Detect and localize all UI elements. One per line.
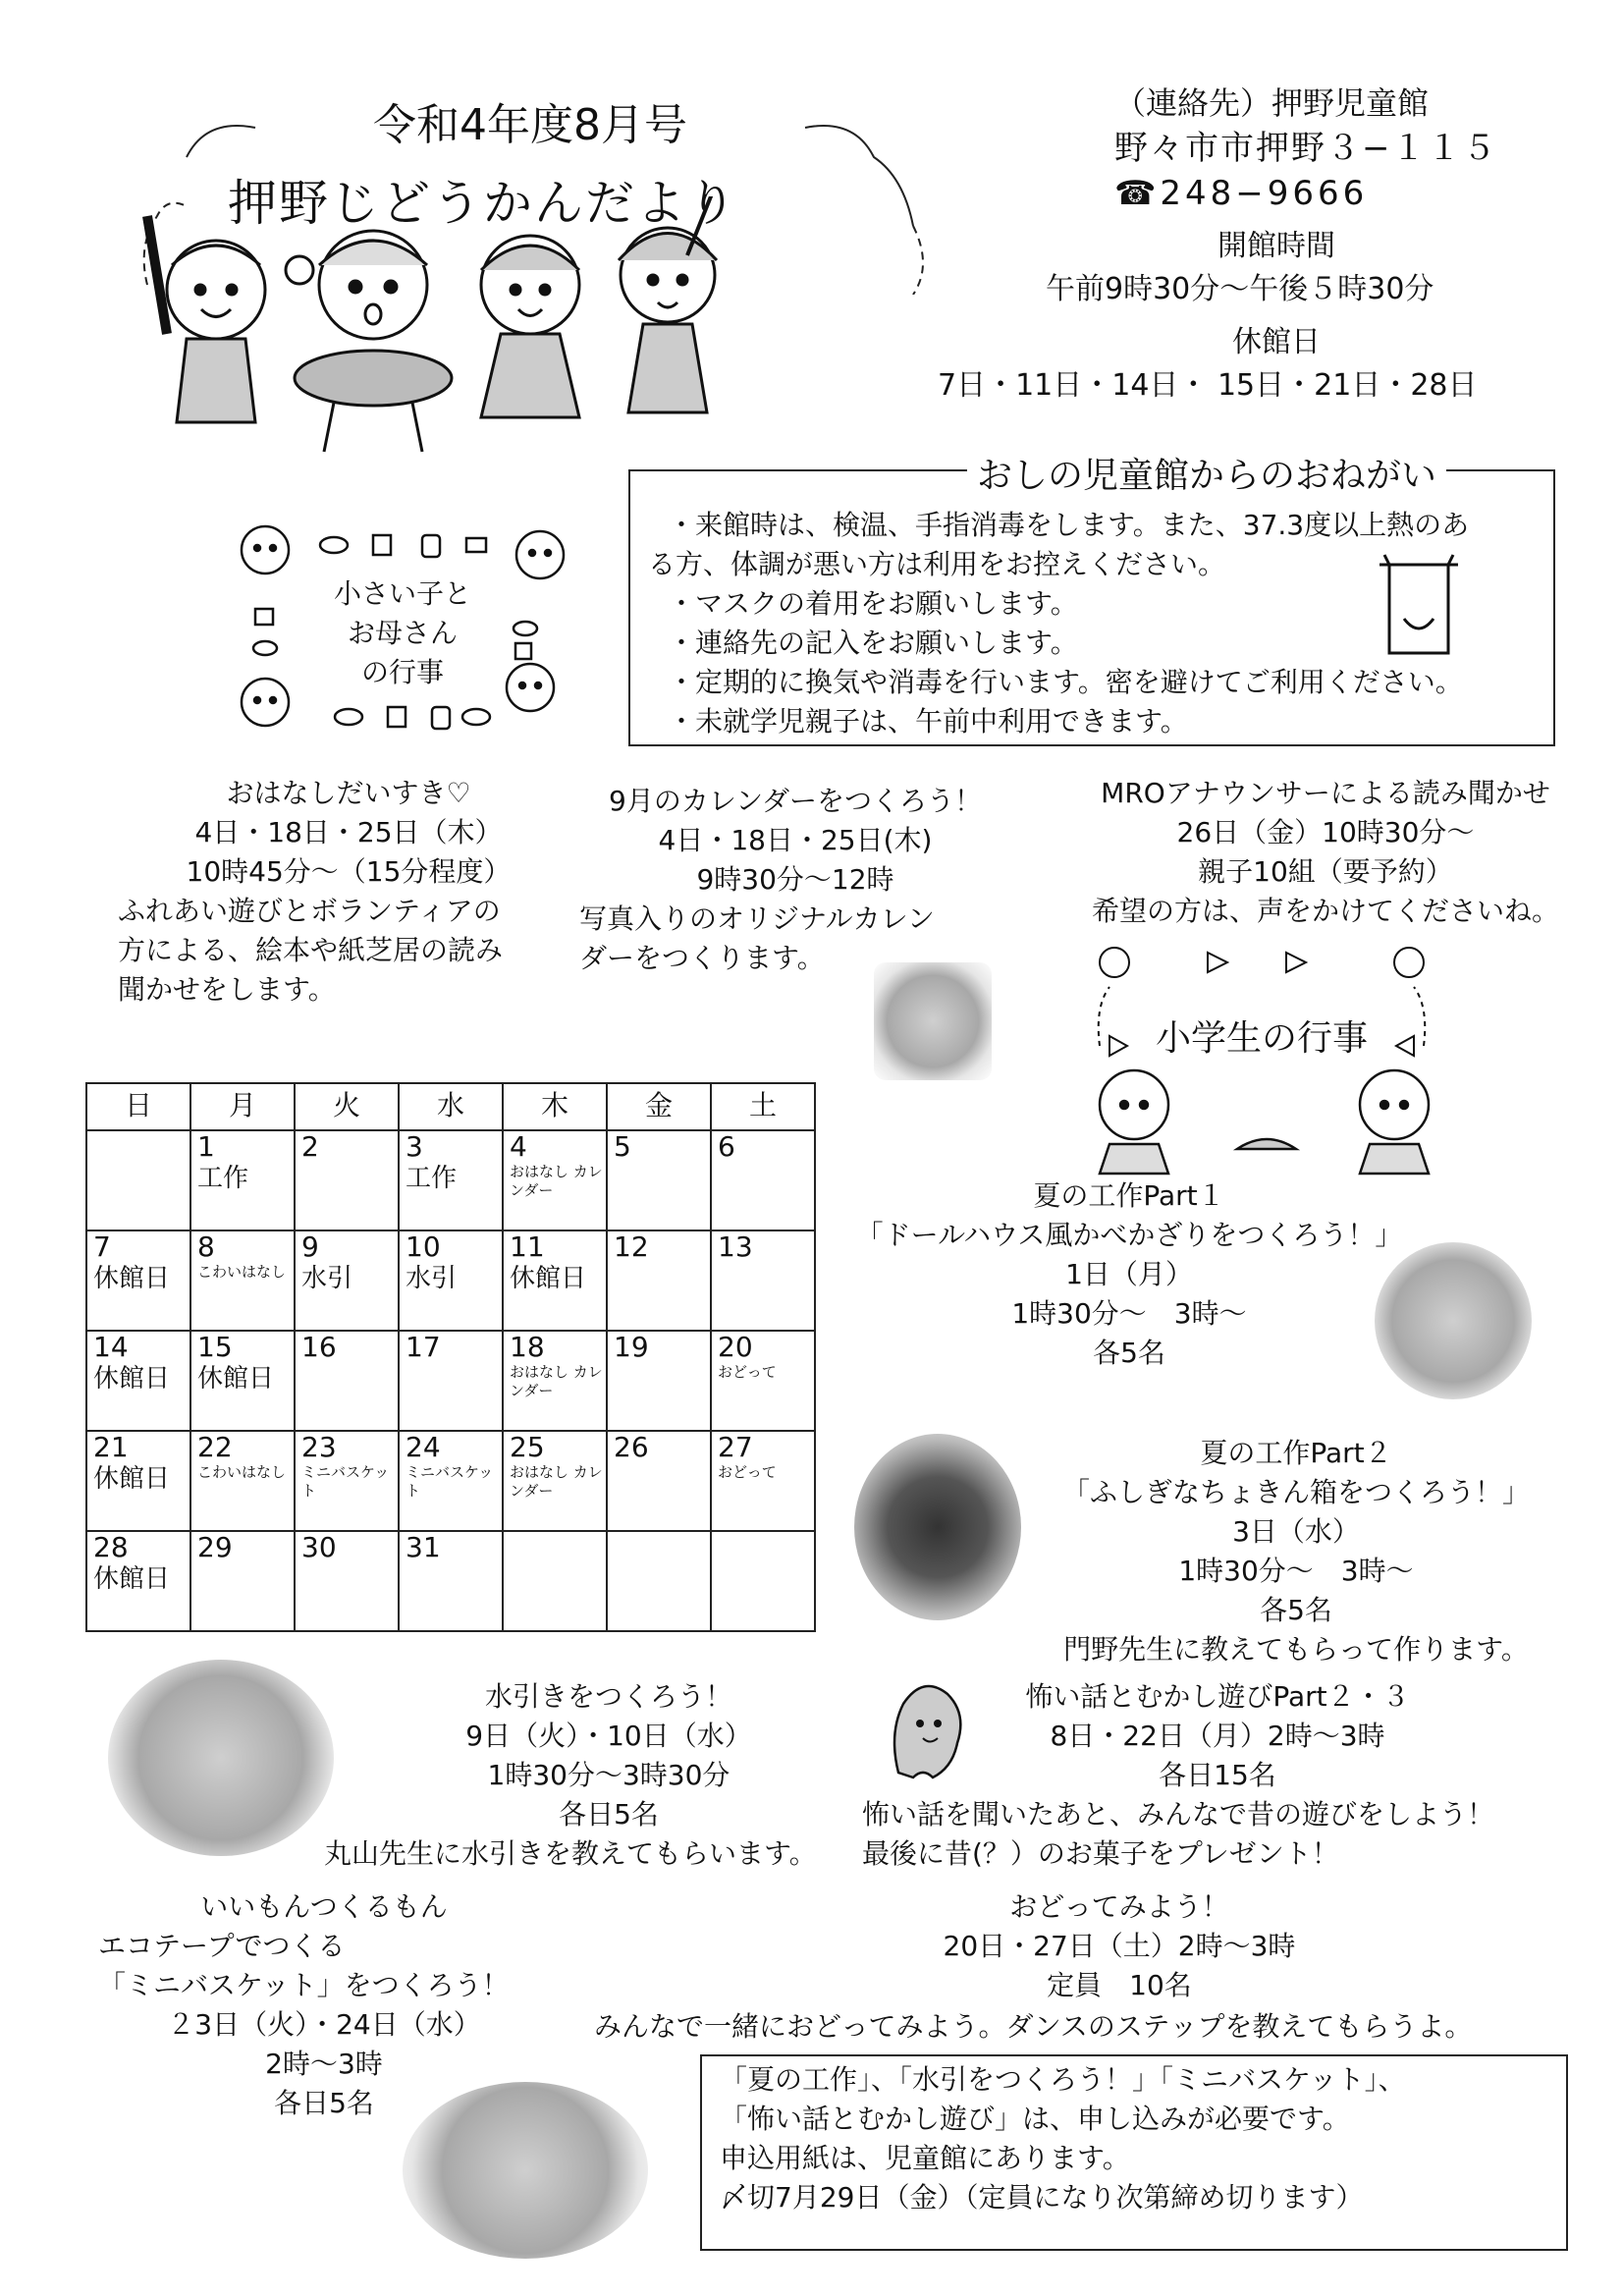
dance bbox=[844, 1887, 1394, 2005]
craft1-time: 1時30分～ 3時～ bbox=[1011, 1297, 1247, 1330]
basket-line: エコテープでつくる bbox=[98, 1930, 346, 1962]
calendar-photo bbox=[874, 962, 992, 1080]
mizuhiki-photo bbox=[108, 1660, 334, 1856]
calendar-day-note: 工作 bbox=[197, 1164, 249, 1193]
calendar-header-tue: 火 bbox=[295, 1083, 399, 1130]
calendar-day-cell bbox=[190, 1130, 295, 1230]
notice-line: ・マスクの着用をお願いします。 bbox=[668, 587, 1078, 620]
calendar-header-sat: 土 bbox=[711, 1083, 815, 1130]
calendar-day-number: 16 bbox=[301, 1331, 337, 1363]
event-ohanashi-time: 10時45分～（15分程度） bbox=[186, 855, 512, 888]
notice-line: ・来館時は、検温、手指消毒をします。また、37.3度以上熱のあ bbox=[668, 509, 1470, 541]
event-calendar bbox=[569, 782, 1021, 900]
calendar-day-event: おどって bbox=[718, 1463, 777, 1481]
calendar-header-sun: 日 bbox=[86, 1083, 190, 1130]
calendar-header-mon: 月 bbox=[190, 1083, 295, 1130]
calendar-day-note: 水引 bbox=[406, 1264, 458, 1293]
craft2 bbox=[1031, 1434, 1561, 1669]
scary-body-line: 最後に昔(？）のお菓子をプレゼント！ bbox=[862, 1837, 1339, 1870]
calendar-day-number: 25 bbox=[510, 1431, 545, 1463]
event-mro-title: MROアナウンサーによる読み聞かせ bbox=[1101, 777, 1550, 809]
scary-capacity: 各日15名 bbox=[1159, 1759, 1276, 1791]
calendar-day-number: 21 bbox=[93, 1431, 129, 1463]
mizuhiki bbox=[393, 1677, 825, 1834]
calendar-week-row bbox=[86, 1130, 815, 1230]
mizuhiki-title: 水引きをつくろう！ bbox=[484, 1680, 732, 1713]
month-calendar bbox=[85, 1082, 816, 1632]
notice-line: る方、体調が悪い方は利用をお控えください。 bbox=[648, 548, 1226, 580]
signup-line: 申込用紙は、児童館にあります。 bbox=[720, 2142, 1130, 2174]
calendar-day-number: 3 bbox=[406, 1130, 423, 1163]
event-ohanashi-body-line: 聞かせをします。 bbox=[118, 973, 336, 1006]
calendar-day-cell bbox=[295, 1230, 399, 1331]
contact-phone: ☎248−9666 bbox=[1114, 174, 1369, 213]
basket-photo bbox=[403, 2082, 648, 2259]
banner-icon bbox=[1375, 550, 1463, 658]
craft2-date: 3日（水） bbox=[1232, 1515, 1360, 1548]
signup-line: 〆切7月29日（金）（定員になり次第締め切ります） bbox=[720, 2181, 1364, 2214]
scary-title: 怖い話とむかし遊びPart２・３ bbox=[1025, 1680, 1410, 1713]
calendar-day-number: 20 bbox=[718, 1331, 753, 1363]
calendar-day-cell bbox=[607, 1230, 711, 1331]
closed-label: 休館日 bbox=[1232, 325, 1321, 359]
calendar-day-note: 休館日 bbox=[510, 1264, 587, 1293]
calendar-header-row bbox=[86, 1083, 815, 1130]
calendar-day-event: ミニバスケット bbox=[406, 1463, 494, 1500]
calendar-day-cell bbox=[86, 1331, 190, 1431]
calendar-day-cell bbox=[295, 1531, 399, 1631]
calendar-header-fri: 金 bbox=[607, 1083, 711, 1130]
dance-capacity: 定員 10名 bbox=[1047, 1969, 1192, 2001]
basket-subtitle: いいもんつくるもん bbox=[200, 1890, 448, 1923]
calendar-day-number: 29 bbox=[197, 1531, 233, 1563]
calendar-day-number: 14 bbox=[93, 1331, 129, 1363]
calendar-day-number: 18 bbox=[510, 1331, 545, 1363]
calendar-day-cell bbox=[711, 1230, 815, 1331]
calendar-day-number: 26 bbox=[614, 1431, 649, 1463]
event-calendar-date: 4日・18日・25日(木) bbox=[658, 824, 933, 856]
mizuhiki-note: 丸山先生に水引きを教えてもらいます。 bbox=[324, 1837, 817, 1870]
calendar-day-cell bbox=[607, 1531, 711, 1631]
calendar-day-event: ミニバスケット bbox=[301, 1463, 390, 1500]
basket-capacity: 各日5名 bbox=[274, 2087, 374, 2119]
notice-line: ・定期的に換気や消毒を行います。密を避けてご利用ください。 bbox=[668, 666, 1463, 698]
closed-days: 7日・11日・14日・ 15日・21日・28日 bbox=[938, 368, 1478, 403]
event-calendar-title: 9月のカレンダーをつくろう！ bbox=[609, 785, 982, 817]
craft2-capacity: 各5名 bbox=[1260, 1594, 1332, 1626]
calendar-day-number: 5 bbox=[614, 1130, 631, 1163]
calendar-week-row bbox=[86, 1230, 815, 1331]
notice-title: おしの児童館からのおねがい bbox=[967, 452, 1446, 501]
calendar-day-number: 4 bbox=[510, 1130, 527, 1163]
event-ohanashi-body-line: 方による、絵本や紙芝居の読み bbox=[118, 934, 504, 966]
scary-body-line: 怖い話を聞いたあと、みんなで昔の遊びをしよう！ bbox=[862, 1798, 1495, 1831]
calendar-day-event: こわいはなし bbox=[197, 1463, 287, 1481]
elementary-kids-illustration bbox=[1080, 1061, 1453, 1178]
page-title: 押野じどうかんだより bbox=[228, 175, 738, 232]
craft1-photo bbox=[1375, 1242, 1532, 1399]
calendar-day-event: こわいはなし bbox=[197, 1263, 287, 1281]
craft2-title: 夏の工作Part２ bbox=[1200, 1437, 1392, 1469]
small-kids-line: 小さい子と bbox=[333, 577, 471, 610]
calendar-day-number: 22 bbox=[197, 1431, 233, 1463]
calendar-day-number: 27 bbox=[718, 1431, 753, 1463]
calendar-day-number: 10 bbox=[406, 1230, 441, 1263]
event-mro-capacity: 親子10組（要予約） bbox=[1198, 855, 1453, 888]
notice-line: ・未就学児親子は、午前中利用できます。 bbox=[668, 705, 1188, 738]
calendar-day-number: 12 bbox=[614, 1230, 649, 1263]
craft1 bbox=[825, 1176, 1434, 1373]
calendar-day-cell bbox=[503, 1331, 607, 1431]
calendar-day-number: 17 bbox=[406, 1331, 441, 1363]
hours-value: 午前9時30分～午後５時30分 bbox=[1046, 272, 1434, 306]
contact-block bbox=[1114, 81, 1605, 216]
signup-box bbox=[700, 2054, 1568, 2251]
calendar-day-note: 休館日 bbox=[93, 1464, 171, 1494]
small-kids-line: の行事 bbox=[360, 656, 444, 688]
calendar-day-cell bbox=[86, 1230, 190, 1331]
calendar-day-cell bbox=[399, 1130, 503, 1230]
contact-address: 野々市市押野３−１１５ bbox=[1114, 129, 1498, 168]
scary-date: 8日・22日（月）2時～3時 bbox=[1050, 1720, 1385, 1752]
calendar-day-event: おはなし カレンダー bbox=[510, 1363, 603, 1399]
calendar-day-note: 休館日 bbox=[197, 1364, 275, 1394]
scary-body bbox=[862, 1795, 1569, 1874]
event-mro-note: 希望の方は、声をかけてくださいね。 bbox=[1091, 895, 1559, 927]
mizuhiki-time: 1時30分～3時30分 bbox=[487, 1759, 730, 1791]
calendar-day-cell bbox=[711, 1431, 815, 1531]
calendar-day-number: 19 bbox=[614, 1331, 649, 1363]
ghost-icon bbox=[879, 1674, 972, 1782]
hours-label: 開館時間 bbox=[1217, 229, 1335, 263]
calendar-day-note: 休館日 bbox=[93, 1364, 171, 1394]
calendar-day-event: おはなし カレンダー bbox=[510, 1463, 603, 1500]
calendar-day-number: 2 bbox=[301, 1130, 319, 1163]
calendar-body bbox=[86, 1130, 815, 1631]
dance-title: おどってみよう！ bbox=[1009, 1890, 1229, 1923]
small-kids-title bbox=[299, 574, 506, 692]
calendar-day-cell bbox=[711, 1331, 815, 1431]
calendar-day-note: 水引 bbox=[301, 1264, 353, 1293]
event-mro-date: 26日（金）10時30分～ bbox=[1176, 816, 1475, 848]
calendar-day-cell bbox=[399, 1230, 503, 1331]
calendar-day-number: 31 bbox=[406, 1531, 441, 1563]
calendar-day-cell bbox=[86, 1531, 190, 1631]
elementary-title: 小学生の行事 bbox=[1155, 1018, 1368, 1059]
calendar-day-number: 23 bbox=[301, 1431, 337, 1463]
calendar-day-cell bbox=[295, 1431, 399, 1531]
scary bbox=[992, 1677, 1443, 1795]
calendar-day-note: 休館日 bbox=[93, 1264, 171, 1293]
notice-line: ・連絡先の記入をお願いします。 bbox=[668, 627, 1078, 659]
calendar-day-number: 1 bbox=[197, 1130, 215, 1163]
calendar-header-thu: 木 bbox=[503, 1083, 607, 1130]
signup-line: 「怖い話とむかし遊び」は、申し込みが必要です。 bbox=[720, 2103, 1350, 2135]
calendar-day-cell bbox=[190, 1431, 295, 1531]
calendar-day-cell bbox=[503, 1531, 607, 1631]
calendar-day-cell bbox=[295, 1130, 399, 1230]
craft1-date: 1日（月） bbox=[1065, 1258, 1193, 1290]
contact-label: （連絡先）押野児童館 bbox=[1114, 84, 1430, 122]
calendar-day-number: 6 bbox=[718, 1130, 735, 1163]
calendar-day-cell bbox=[399, 1431, 503, 1531]
craft1-title: 夏の工作Part１ bbox=[1033, 1179, 1225, 1212]
calendar-day-cell bbox=[190, 1230, 295, 1331]
calendar-day-number: 30 bbox=[301, 1531, 337, 1563]
calendar-day-event: おはなし カレンダー bbox=[510, 1163, 603, 1199]
calendar-day-number: 7 bbox=[93, 1230, 111, 1263]
event-mro bbox=[1060, 774, 1591, 931]
event-calendar-time: 9時30分～12時 bbox=[696, 863, 894, 896]
calendar-day-cell bbox=[607, 1331, 711, 1431]
craft2-note: 門野先生に教えてもらって作ります。 bbox=[1063, 1633, 1529, 1666]
signup-line: 「夏の工作」、「水引をつくろう！」「ミニバスケット」、 bbox=[720, 2063, 1406, 2096]
mizuhiki-date: 9日（火）・10日（水） bbox=[465, 1720, 752, 1752]
calendar-week-row bbox=[86, 1531, 815, 1631]
calendar-day-number: 8 bbox=[197, 1230, 215, 1263]
calendar-day-cell bbox=[503, 1130, 607, 1230]
craft2-photo bbox=[854, 1434, 1021, 1620]
event-calendar-body-line: 写真入りのオリジナルカレン bbox=[579, 902, 935, 935]
calendar-week-row bbox=[86, 1431, 815, 1531]
dance-note: みんなで一緒におどってみよう。ダンスのステップを教えてもらうよ。 bbox=[594, 2010, 1473, 2043]
event-ohanashi-body-line: ふれあい遊びとボランティアの bbox=[118, 895, 501, 927]
calendar-day-number: 15 bbox=[197, 1331, 233, 1363]
event-ohanashi bbox=[118, 774, 579, 892]
issue-label: 令和4年度8月号 bbox=[373, 100, 687, 150]
event-ohanashi-body bbox=[118, 892, 589, 1010]
calendar-day-cell bbox=[503, 1431, 607, 1531]
craft2-time: 1時30分～ 3時～ bbox=[1178, 1555, 1414, 1587]
craft1-name: 「ドールハウス風かべかざりをつくろう！」 bbox=[855, 1219, 1403, 1251]
calendar-day-cell bbox=[86, 1431, 190, 1531]
calendar-day-number: 24 bbox=[406, 1431, 441, 1463]
calendar-day-cell bbox=[399, 1531, 503, 1631]
calendar-day-cell bbox=[607, 1130, 711, 1230]
basket-date: ２3日（火）・24日（水） bbox=[167, 2008, 481, 2041]
calendar-day-number: 9 bbox=[301, 1230, 319, 1263]
craft1-capacity: 各5名 bbox=[1093, 1337, 1165, 1369]
children-illustration bbox=[137, 196, 746, 462]
calendar-day-number: 11 bbox=[510, 1230, 545, 1263]
calendar-day-cell bbox=[399, 1331, 503, 1431]
basket-time: 2時～3時 bbox=[265, 2048, 383, 2080]
event-ohanashi-date: 4日・18日・25日（木） bbox=[194, 816, 503, 848]
mizuhiki-capacity: 各日5名 bbox=[559, 1798, 659, 1831]
small-kids-line: お母さん bbox=[347, 617, 458, 649]
event-ohanashi-title: おはなしだいすき♡ bbox=[226, 777, 471, 809]
dance-date: 20日・27日（土）2時～3時 bbox=[943, 1930, 1296, 1962]
calendar-day-number: 28 bbox=[93, 1531, 129, 1563]
calendar-day-cell bbox=[190, 1331, 295, 1431]
calendar-day-note: 工作 bbox=[406, 1164, 458, 1193]
calendar-day-note: 休館日 bbox=[93, 1564, 171, 1594]
calendar-day-cell bbox=[503, 1230, 607, 1331]
calendar-day-cell bbox=[711, 1130, 815, 1230]
calendar-day-number: 13 bbox=[718, 1230, 753, 1263]
calendar-day-cell bbox=[86, 1130, 190, 1230]
calendar-day-cell bbox=[711, 1531, 815, 1631]
event-calendar-body-line: ダーをつくります。 bbox=[579, 942, 825, 974]
calendar-week-row bbox=[86, 1331, 815, 1431]
calendar-day-cell bbox=[607, 1431, 711, 1531]
craft2-name: 「ふしぎなちょきん箱をつくろう！」 bbox=[1061, 1476, 1530, 1508]
calendar-day-event: おどって bbox=[718, 1363, 777, 1381]
calendar-day-cell bbox=[190, 1531, 295, 1631]
calendar-header-wed: 水 bbox=[399, 1083, 503, 1130]
basket-title: 「ミニバスケット」をつくろう！ bbox=[98, 1969, 510, 2001]
calendar-day-cell bbox=[295, 1331, 399, 1431]
